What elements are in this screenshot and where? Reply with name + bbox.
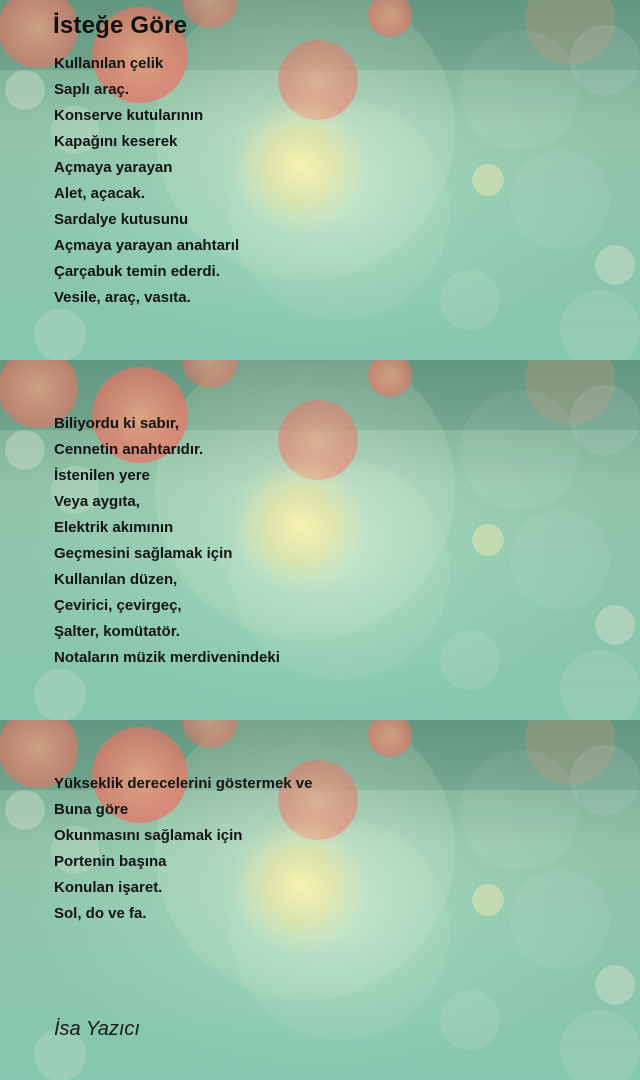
- poem-line: Saplı araç.: [54, 81, 130, 98]
- poem-line: Portenin başına: [54, 853, 167, 870]
- poem-line: Geçmesini sağlamak için: [54, 545, 233, 562]
- poem-line: Biliyordu ki sabır,: [54, 415, 180, 432]
- poem-line: Kullanılan düzen,: [54, 571, 178, 588]
- poem-line: Vesile, araç, vasıta.: [54, 289, 191, 306]
- poem-line: Kapağını keserek: [54, 133, 178, 150]
- poem-line: Konserve kutularının: [54, 107, 204, 124]
- poem-line: Çarçabuk temin ederdi.: [54, 263, 220, 280]
- poem-line: Elektrik akımının: [54, 519, 174, 536]
- poem-line: İstenilen yere: [54, 467, 150, 484]
- stanza-1: [54, 51, 239, 311]
- poem-title: İsteğe Göre: [53, 12, 188, 39]
- poem-line: Okunmasını sağlamak için: [54, 827, 243, 844]
- poem-line: Çevirici, çevirgeç,: [54, 597, 182, 614]
- poem-line: Notaların müzik merdivenindeki: [54, 649, 280, 666]
- poem-line: Sardalye kutusunu: [54, 211, 189, 228]
- poem-line: Alet, açacak.: [54, 185, 145, 202]
- poem-panel-1: [0, 0, 640, 360]
- poem-line: Cennetin anahtarıdır.: [54, 441, 204, 458]
- poem-line: Açmaya yarayan: [54, 159, 173, 176]
- poem-line: Buna göre: [54, 801, 129, 818]
- poem-line: Yükseklik derecelerini göstermek ve: [54, 775, 313, 792]
- poem-panel-3: [0, 720, 640, 1080]
- poem-line: Sol, do ve fa.: [54, 905, 147, 922]
- poem-author: İsa Yazıcı: [54, 1018, 140, 1040]
- stanza-3: [54, 771, 312, 927]
- poem-panel-2: [0, 360, 640, 720]
- poem-line: Şalter, komütatör.: [54, 623, 180, 640]
- poem-line: Kullanılan çelik: [54, 55, 164, 72]
- poem-line: Veya aygıta,: [54, 493, 140, 510]
- poem-line: Açmaya yarayan anahtarıl: [54, 237, 240, 254]
- stanza-2: [54, 411, 280, 671]
- poem-line: Konulan işaret.: [54, 879, 163, 896]
